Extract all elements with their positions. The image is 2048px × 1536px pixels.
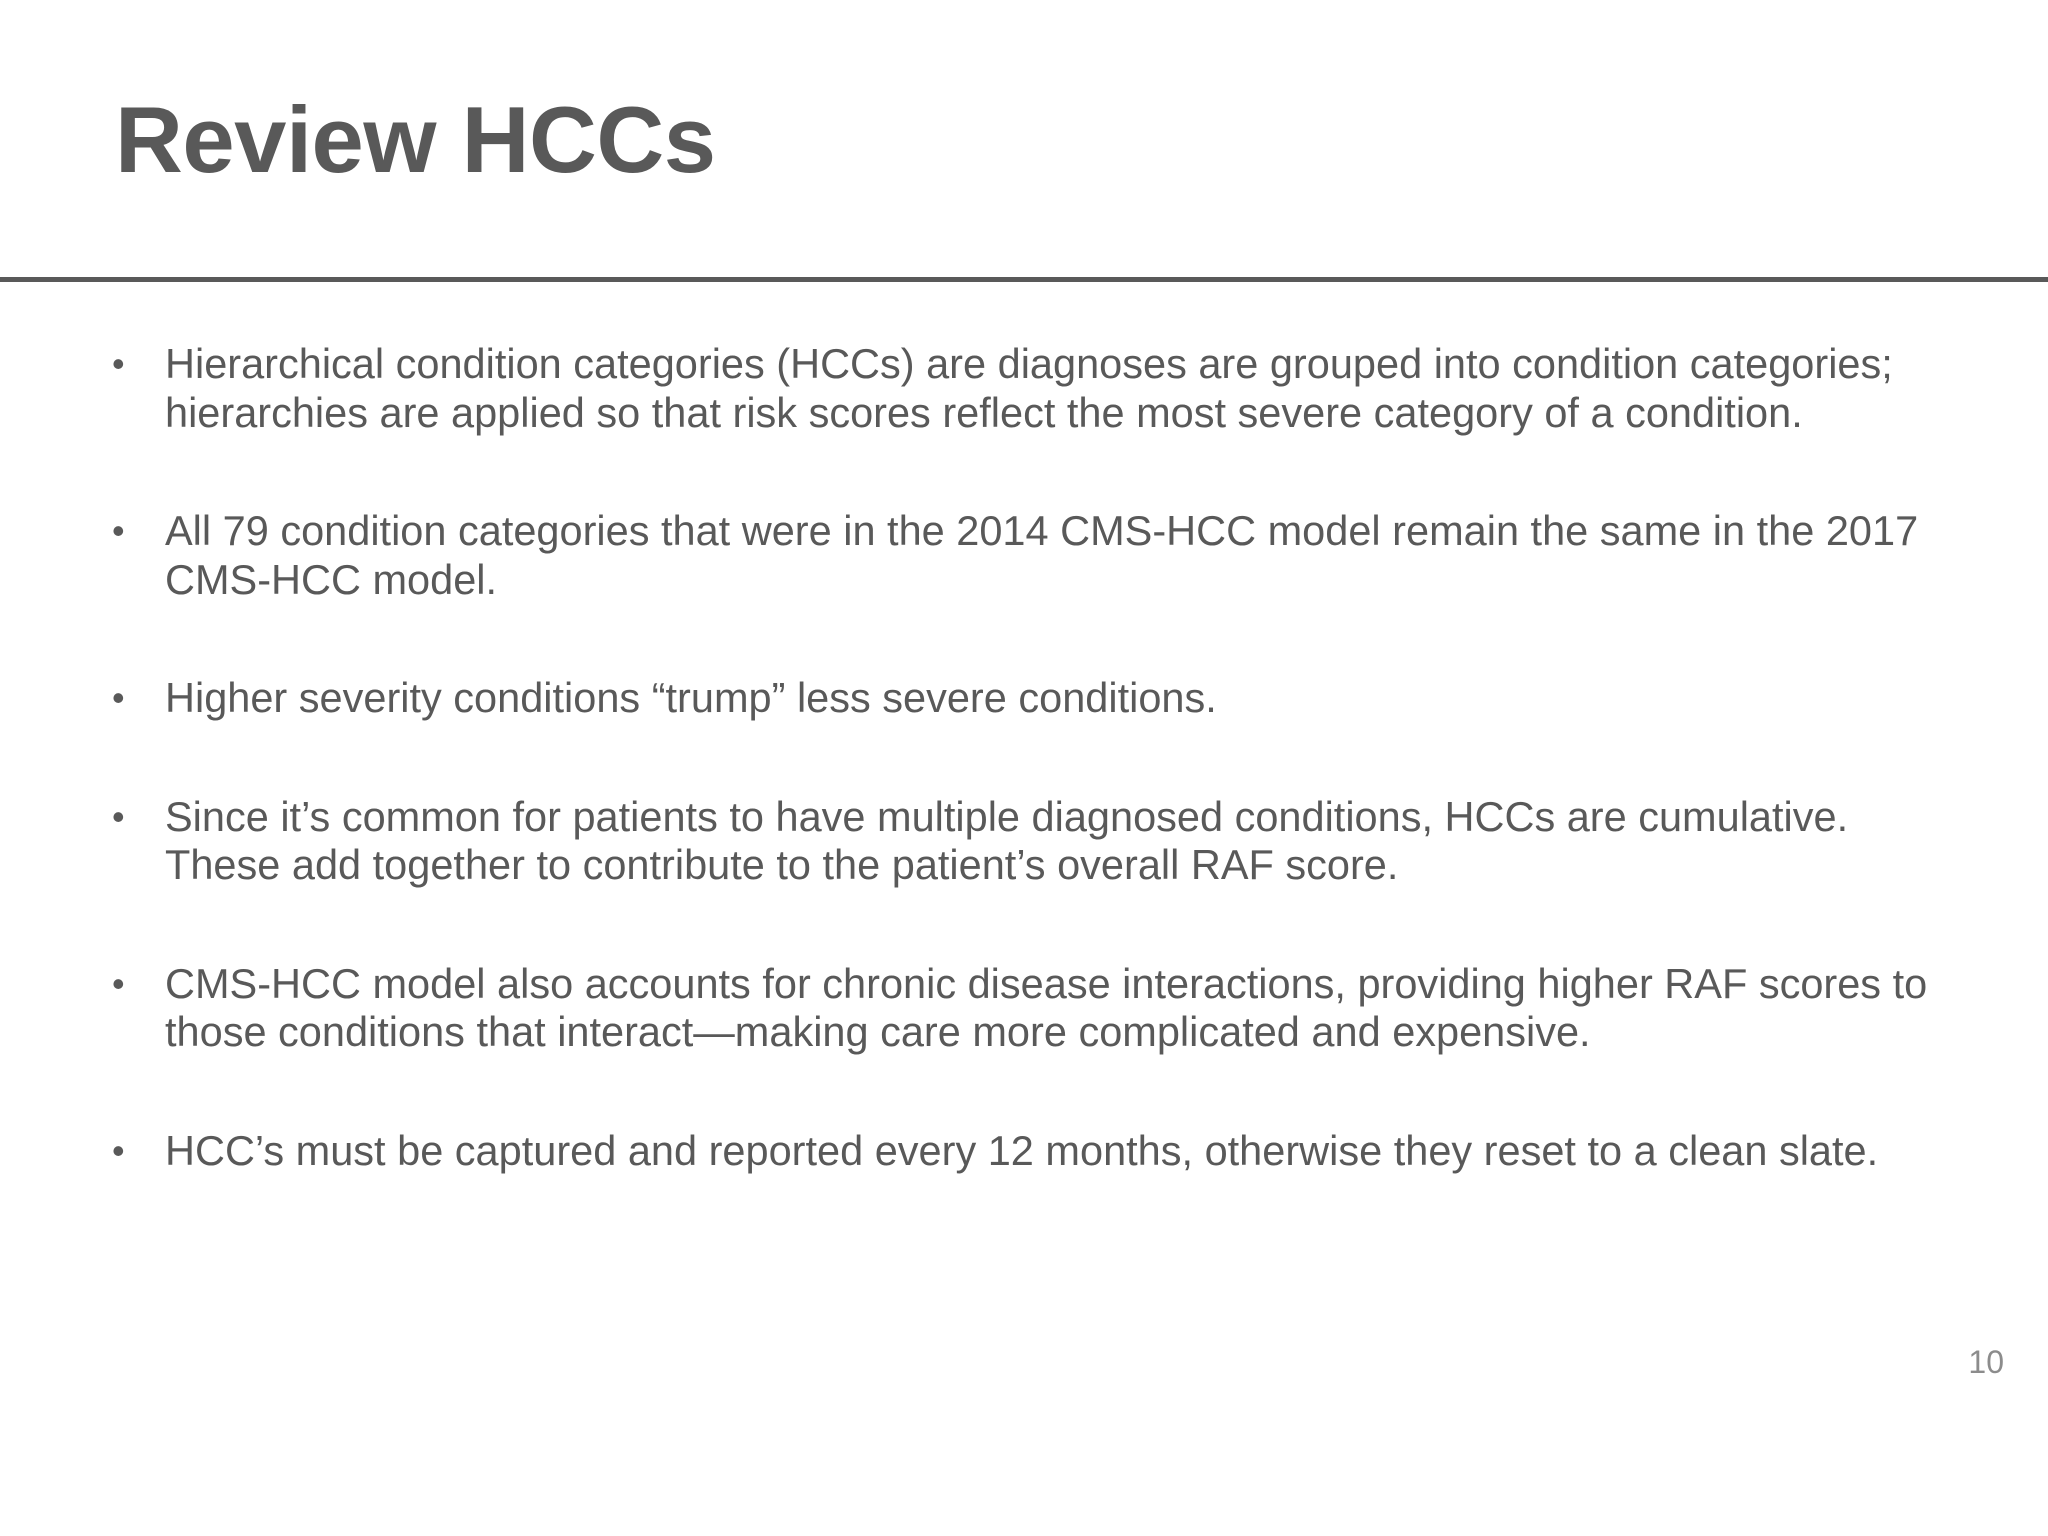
bullet-text-6: HCC’s must be captured and reported every 12 months, otherwise they reset to a clean slate. (165, 1126, 1879, 1174)
bullet-text-5: CMS-HCC model also accounts for chronic disease interactions, providing higher RAF scores to those conditions that interact—making care more complicated and expensive. (165, 959, 1928, 1055)
bullet-text-1: Hierarchical condition categories (HCCs) are diagnoses are grouped into condition categories; hierarchies are applied so that risk scores reflect the most severe category of a condition. (165, 340, 1893, 436)
page-number: 10 (1968, 1344, 2004, 1380)
bullet-item-3 (110, 674, 1940, 723)
bullet-dot: • (112, 962, 125, 1004)
bullet-dot: • (112, 677, 125, 718)
bullet-item-1 (110, 340, 1940, 437)
bullet-text-3: Higher severity conditions “trump” less severe conditions. (165, 674, 1217, 721)
bullet-dot: • (112, 1129, 125, 1171)
bullet-text-2: All 79 condition categories that were in the 2014 CMS-HCC model remain the same in the 2017 CMS-HCC model. (165, 507, 1919, 603)
slide-title: Review HCCs (115, 87, 716, 192)
bullet-dot: • (112, 343, 125, 384)
title-divider (0, 277, 2048, 282)
bullet-item-6 (110, 1127, 1940, 1176)
bullet-list (110, 340, 1940, 1175)
bullet-dot: • (112, 510, 125, 551)
bullet-dot: • (112, 795, 125, 837)
bullet-item-2 (110, 507, 1940, 604)
bullet-item-4 (110, 793, 1940, 890)
bullet-item-5 (110, 960, 1940, 1057)
bullet-text-4: Since it’s common for patients to have multiple diagnosed conditions, HCCs are cumulative. These add together to contribute to the patient’s overall RAF score. (165, 792, 1849, 888)
